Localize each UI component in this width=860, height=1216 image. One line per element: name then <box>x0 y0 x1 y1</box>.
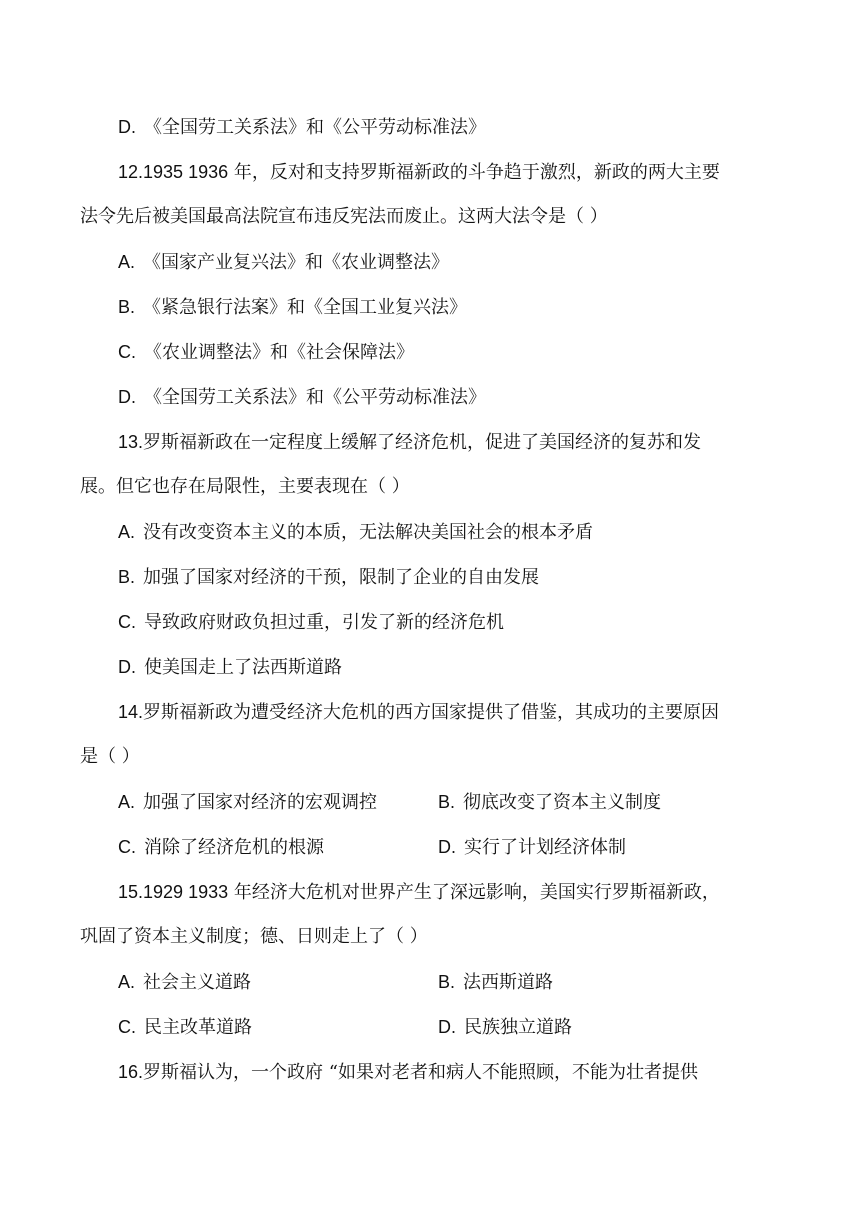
option-key: C. <box>118 342 136 362</box>
option-text: 《国家产业复兴法》和《农业调整法》 <box>143 252 450 273</box>
option-text: 没有改变资本主义的本质，无法解决美国社会的根本矛盾 <box>143 522 594 543</box>
option-key: A. <box>118 522 136 542</box>
option-key: B. <box>438 792 456 812</box>
q15-option-c <box>118 1014 252 1041</box>
q11-option-d <box>118 114 818 141</box>
q15-number: 15.1929 1933 <box>118 882 229 902</box>
option-text: 社会主义道路 <box>143 972 252 993</box>
option-text: 实行了计划经济体制 <box>464 837 626 858</box>
option-key: D. <box>118 387 136 407</box>
q15-option-a <box>118 969 251 996</box>
option-key: B. <box>118 297 136 317</box>
q13-stem-line2: 展。但它也存在局限性，主要表现在（ ） <box>80 476 410 497</box>
q11-option-d-key: D. <box>118 117 136 137</box>
option-text: 《全国劳工关系法》和《公平劳动标准法》 <box>144 387 486 408</box>
option-text: 《农业调整法》和《社会保障法》 <box>144 342 414 363</box>
option-key: B. <box>118 567 136 587</box>
q12-stem-line1 <box>118 159 818 186</box>
q14-option-c <box>118 834 324 861</box>
option-key: A. <box>118 972 136 992</box>
option-text: 导致政府财政负担过重，引发了新的经济危机 <box>144 612 504 633</box>
option-text: 法西斯道路 <box>463 972 554 993</box>
q13-option-a <box>118 519 593 546</box>
q14-stem-line1 <box>118 699 818 726</box>
q12-option-a <box>118 249 449 276</box>
q12-stem-line2: 法令先后被美国最高法院宣布违反宪法而废止。这两大法令是（ ） <box>80 206 608 227</box>
q13-option-c <box>118 609 504 636</box>
option-key: A. <box>118 252 136 272</box>
option-text: 《紧急银行法案》和《全国工业复兴法》 <box>143 297 468 318</box>
q11-option-d-text: 《全国劳工关系法》和《公平劳动标准法》 <box>144 117 486 138</box>
option-key: D. <box>438 837 456 857</box>
option-key: D. <box>118 657 136 677</box>
q12-number: 12.1935 1936 <box>118 162 229 182</box>
option-text: 消除了经济危机的根源 <box>144 837 324 858</box>
q14-line1-text: 罗斯福新政为遭受经济大危机的西方国家提供了借鉴，其成功的主要原因 <box>143 702 720 723</box>
q14-stem-line2: 是（ ） <box>80 746 140 767</box>
option-text: 加强了国家对经济的宏观调控 <box>143 792 378 813</box>
q13-line1-text: 罗斯福新政在一定程度上缓解了经济危机，促进了美国经济的复苏和发 <box>143 432 702 453</box>
q14-number: 14. <box>118 702 144 722</box>
q12-option-b <box>118 294 467 321</box>
q15-stem-line1 <box>118 879 818 906</box>
q13-option-d <box>118 654 342 681</box>
option-key: D. <box>438 1017 456 1037</box>
q13-option-b <box>118 564 539 591</box>
option-key: C. <box>118 612 136 632</box>
option-text: 民族独立道路 <box>464 1017 572 1038</box>
option-key: C. <box>118 837 136 857</box>
q15-option-b <box>438 969 553 996</box>
q16-number: 16. <box>118 1062 144 1082</box>
q14-option-d <box>438 834 626 861</box>
q15-option-d <box>438 1014 572 1041</box>
option-text: 民主改革道路 <box>144 1017 252 1038</box>
option-key: A. <box>118 792 136 812</box>
q15-line1-text: 年经济大危机对世界产生了深远影响，美国实行罗斯福新政， <box>228 882 720 903</box>
q16-stem-line1 <box>118 1059 818 1086</box>
q12-line1-text: 年，反对和支持罗斯福新政的斗争趋于激烈，新政的两大主要 <box>228 162 720 183</box>
q12-option-d <box>118 384 486 411</box>
option-text: 使美国走上了法西斯道路 <box>144 657 342 678</box>
q13-stem-line1 <box>118 429 818 456</box>
q15-stem-line2: 巩固了资本主义制度；德、日则走上了（ ） <box>80 926 428 947</box>
q14-option-b <box>438 789 661 816</box>
q14-option-a <box>118 789 377 816</box>
option-key: B. <box>438 972 456 992</box>
option-text: 加强了国家对经济的干预，限制了企业的自由发展 <box>143 567 540 588</box>
option-key: C. <box>118 1017 136 1037</box>
q16-line1-text: 罗斯福认为，一个政府 “如果对老者和病人不能照顾，不能为壮者提供 <box>143 1062 698 1083</box>
q13-number: 13. <box>118 432 144 452</box>
option-text: 彻底改变了资本主义制度 <box>463 792 662 813</box>
q12-option-c <box>118 339 414 366</box>
